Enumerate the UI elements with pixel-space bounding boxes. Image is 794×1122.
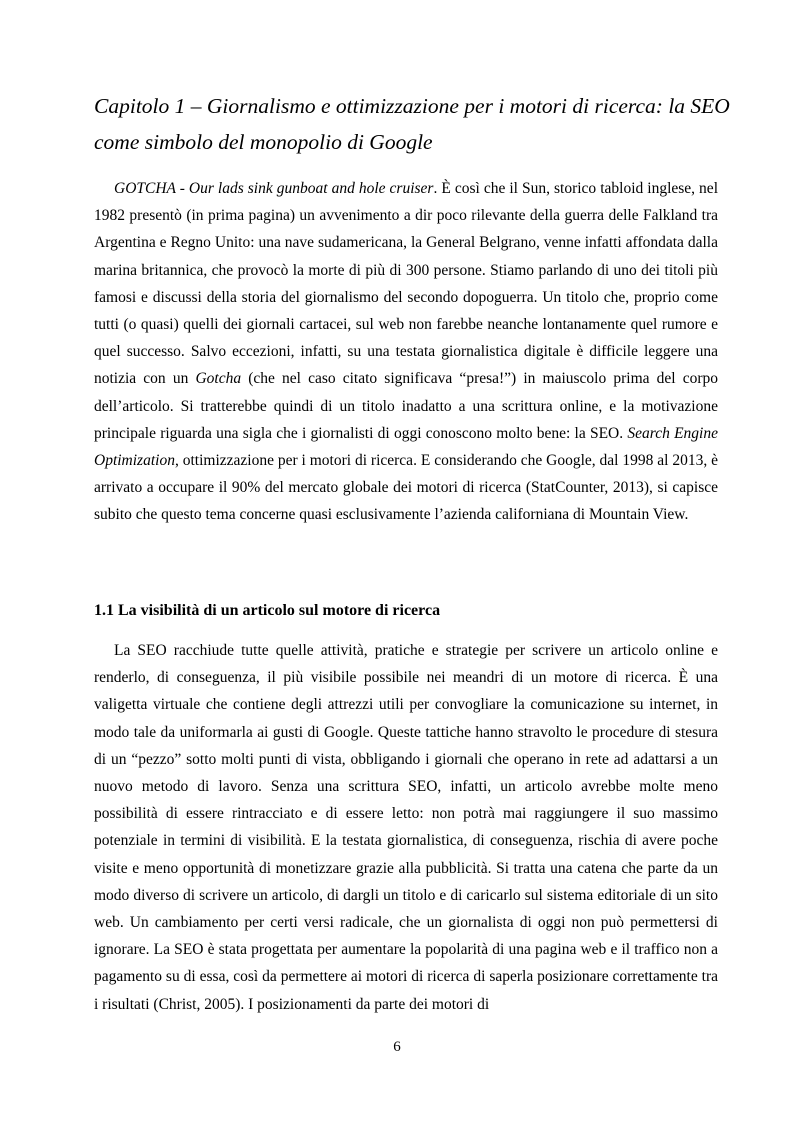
headline-quote: GOTCHA - Our lads sink gunboat and hole cruiser (114, 180, 434, 197)
seo-term: Search Engine Optimization (94, 424, 718, 470)
headline-period: . (433, 180, 438, 197)
intro-paragraph (94, 175, 718, 529)
section-heading: 1.1 La visibilità di un articolo sul motore di ricerca (94, 602, 441, 619)
intro-text-2: (che nel caso citato significava “presa!”) in maiuscolo prima del corpo dell’articolo. Si tratterebbe quindi di un titolo inadatto a una scrittura online, e la motivazione principale riguarda una sigla che i giornalisti di oggi conoscono molto bene: la SEO. (94, 370, 719, 442)
page-number: 6 (393, 1039, 401, 1055)
gotcha-word: Gotcha (195, 370, 242, 388)
chapter-title: Capitolo 1 – Giornalismo e ottimizzazione per i motori di ricerca: la SEO come simbolo del monopolio di Google (94, 94, 730, 154)
intro-text-1: È così che il Sun, storico tabloid inglese, nel 1982 presentò (in prima pagina) un avvenimento a dir poco rilevante della guerra delle Falkland tra Argentina e Regno Unito: una nave sudamericana, la General Belgrano, venne infatti affondata dalla marina britannica, che provocò la morte di più di 300 persone. Stiamo parlando di uno dei titoli più famosi e discussi della storia del giornalismo del secondo dopoguerra. Un titolo che, proprio come tutti (o quasi) quelli dei giornali cartacei, sul web non farebbe neanche lontanamente quel rumore e quel successo. Salvo eccezioni, infatti, su una testata giornalistica digitale è difficile leggere una notizia con un (94, 180, 718, 388)
section-paragraph: La SEO racchiude tutte quelle attività, pratiche e strategie per scrivere un articolo online e renderlo, di conseguenza, il più visibile possibile nei meandri di un motore di ricerca. È una valigetta virtuale che contiene degli attrezzi utili per convogliare la comunicazione su internet, in modo tale da uniformarla ai gusti di Google. Queste tattiche hanno stravolto le procedure di stesura di un “pezzo” sotto molti punti di vista, obbligando i giornali che operano in rete ad adattarsi a un nuovo metodo di lavoro. Senza una scrittura SEO, infatti, un articolo avrebbe molte meno possibilità di essere rintracciato e di essere letto: non potrà mai raggiungere il suo massimo potenziale in termini di visibilità. E la testata giornalistica, di conseguenza, rischia di avere poche visite e meno opportunità di monetizzare grazie alla pubblicità. Si tratta una catena che parte da un modo diverso di scrivere un articolo, di dargli un titolo e di caricarlo sul sistema editoriale di un sito web. Un cambiamento per certi versi radicale, che un giornalista di oggi non può permettersi di ignorare. La SEO è stata progettata per aumentare la popolarità di una pagina web e il traffico non a pagamento su di essa, così da permettere ai motori di ricerca di saperla posizionare correttamente tra i risultati (Christ, 2005). I posizionamenti da parte dei motori di (94, 642, 718, 1013)
intro-text-3: , ottimizzazione per i motori di ricerca. E considerando che Google, dal 1998 al 2013, è arrivato a occupare il 90% del mercato globale dei motori di ricerca (StatCounter, 2013), si capisce subito che questo tema concerne quasi esclusivamente l’azienda californiana di Mountain View. (94, 452, 718, 524)
